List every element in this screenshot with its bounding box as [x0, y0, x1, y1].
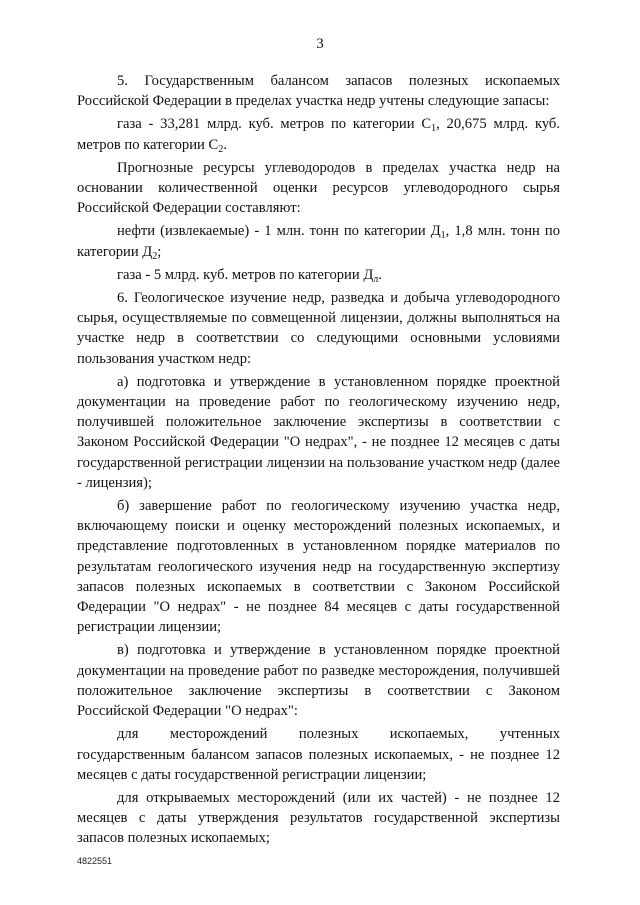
category-subscript: 1: [440, 230, 446, 242]
category-subscript: 2: [152, 250, 158, 262]
document-code: 4822551: [77, 856, 113, 866]
paragraph-gas-resources: [77, 265, 560, 285]
gas-resources-text-a: газа - 5 млрд. куб. метров по категории Д: [117, 266, 374, 283]
list-item-c-existing: для месторождений полезных ископаемых, учтенных государственным балансом запасов полезных ископаемых, - не позднее 12 месяцев с даты государственной регистрации лицензии;: [77, 726, 560, 783]
oil-text-a: нефти (извлекаемые) - 1 млн. тонн по категории Д: [117, 223, 441, 240]
gas-reserves-text-c: .: [223, 136, 227, 153]
paragraph-gas-reserves: [77, 114, 560, 154]
category-subscript: 1: [431, 123, 437, 135]
paragraph-reserves-intro: 5. Государственным балансом запасов полезных ископаемых Российской Федерации в пределах участка недр учтены следующие запасы:: [77, 73, 560, 110]
gas-reserves-text-a: газа - 33,281 млрд. куб. метров по категории С: [117, 116, 432, 133]
oil-text-c: ;: [157, 243, 162, 260]
gas-resources-text-b: .: [378, 266, 382, 283]
category-subscript: 2: [218, 143, 224, 155]
oil-text-b: , 1,8 млн. тонн по категории Д: [77, 223, 560, 260]
paragraph-license-conditions: 6. Геологическое изучение недр, разведка и добыча углеводородного сырья, осуществляемые по совмещенной лицензии, должны выполняться на участке недр в соответствии со следующими основными условиями пользования участком недр:: [77, 290, 560, 367]
list-item-b: б) завершение работ по геологическому изучению участка недр, включающему поиски и оценку месторождений полезных ископаемых, и представление подготовленных в установленном порядке материалов по результатам геологического изучения недр на государственную экспертизу запасов полезных ископаемых в соответствии с Законом Российской Федерации "О недрах" - не позднее 84 месяцев с даты государственной регистрации лицензии;: [77, 498, 560, 636]
gas-reserves-text-b: , 20,675 млрд. куб. метров по категории С: [77, 116, 561, 153]
list-item-c-new: для открываемых месторождений (или их частей) - не позднее 12 месяцев с даты утверждения результатов государственной экспертизы запасов полезных ископаемых;: [77, 789, 560, 847]
list-item-c: в) подготовка и утверждение в установленном порядке проектной документации на проведение работ по разведке месторождения, получившей положительное заключение экспертизы в соответствии с Законом Российской Федерации "О недрах":: [77, 642, 560, 720]
paragraph-oil-resources: [77, 221, 560, 261]
document-body: [77, 71, 560, 849]
page-number: 3: [316, 36, 324, 52]
category-subscript: л: [373, 273, 379, 285]
list-item-a: а) подготовка и утверждение в установленном порядке проектной документации на проведение работ по геологическому изучению недр, получившей положительное заключение экспертизы в соответствии с Законом Российской Федерации "О недрах", - не позднее 12 месяцев с даты государственной регистрации лицензии на пользование участком недр (далее - лицензия);: [77, 373, 560, 491]
paragraph-forecast-resources: Прогнозные ресурсы углеводородов в пределах участка недр на основании количественной оценки ресурсов углеводородного сырья Российской Федерации составляют:: [77, 159, 560, 217]
